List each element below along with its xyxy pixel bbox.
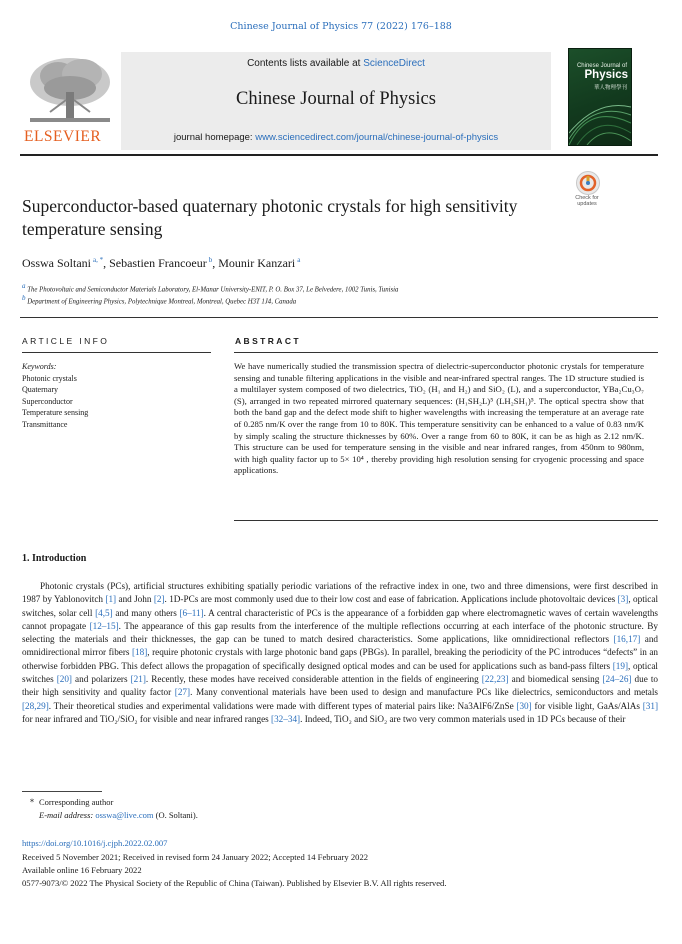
intro-text: and biomedical sensing bbox=[508, 674, 603, 685]
author-affiliation-mark[interactable]: b bbox=[208, 256, 213, 264]
intro-text: , require photonic crystals with large photonic band gaps (PBGs). In parallel, breaking the periodicity of the PC introduces “defects” in an otherwise forbidden PBG. This defect allows the propagation of specifically designed optical modes and can be used for applications such as band-pass filters bbox=[22, 647, 659, 671]
intro-text: for near infrared and TiO₂/SiO₂ for visible and near infrared ranges bbox=[22, 713, 272, 724]
citation-link[interactable]: [2] bbox=[153, 594, 165, 605]
citation-link[interactable]: [6–11] bbox=[179, 607, 204, 618]
author-name[interactable]: Mounir Kanzari bbox=[218, 256, 296, 270]
abstract-heading: ABSTRACT bbox=[235, 336, 301, 346]
tree-icon bbox=[20, 52, 120, 126]
corresponding-author-note: Corresponding author bbox=[39, 797, 114, 807]
citation-link[interactable]: [16,17] bbox=[613, 634, 641, 645]
email-suffix: (O. Soltani). bbox=[153, 810, 198, 820]
copyright-line: 0577-9073/© 2022 The Physical Society of the Republic of China (Taiwan). Published by Elsevier B.V. All rights reserved. bbox=[22, 878, 447, 888]
citation-link[interactable]: [32–34] bbox=[271, 713, 301, 724]
journal-homepage-link[interactable]: www.sciencedirect.com/journal/chinese-journal-of-physics bbox=[255, 132, 499, 143]
intro-text: and polarizers bbox=[72, 674, 131, 685]
journal-cover[interactable] bbox=[568, 48, 632, 146]
keywords-label: Keywords: bbox=[22, 362, 57, 371]
contents-prefix: Contents lists available at bbox=[247, 58, 364, 69]
intro-text: Photonic crystals (PCs), artificial structures exhibiting spatially periodic variations of the refractive index in one, two and three dimensions, were first described in 1987 by Yablonovitch bbox=[22, 581, 658, 605]
citation-link[interactable]: [22,23] bbox=[481, 674, 509, 685]
intro-text: . Recently, these modes have received considerable attention in the fields of engineering bbox=[145, 674, 482, 685]
abstract-rule bbox=[234, 352, 658, 353]
intro-text: , optical switches bbox=[22, 660, 658, 685]
intro-text: , optical switches, solar cell bbox=[22, 594, 659, 618]
author-affiliation-mark[interactable]: a, * bbox=[93, 256, 104, 264]
citation-link[interactable]: [19] bbox=[612, 660, 629, 671]
header-rule bbox=[20, 154, 658, 156]
footnote-mark: * bbox=[30, 798, 34, 807]
author-separator: , bbox=[212, 256, 219, 270]
article-info-heading: ARTICLE INFO bbox=[22, 336, 110, 346]
keywords-block bbox=[22, 361, 88, 430]
received-dates: Received 5 November 2021; Received in revised form 24 January 2022; Accepted 14 February 2022 bbox=[22, 852, 369, 862]
affiliation-text: The Photovoltaic and Semiconductor Materials Laboratory, El-Manar University-ENIT, P. O. Box 37, Le Belvedere, 1002 Tunis, Tunisia bbox=[27, 286, 399, 294]
homepage-line bbox=[121, 132, 551, 143]
author-email-link[interactable]: osswa@live.com bbox=[95, 810, 154, 820]
affiliation-b bbox=[22, 294, 296, 305]
cover-art-icon bbox=[569, 93, 631, 145]
affiliation-rule bbox=[20, 317, 658, 318]
intro-text: and omnidirectional mirror fibers bbox=[22, 634, 659, 658]
affiliation-a bbox=[22, 282, 398, 293]
section-heading-introduction: 1. Introduction bbox=[22, 553, 87, 564]
keyword: Superconductor bbox=[22, 396, 73, 406]
email-label: E-mail address: bbox=[39, 810, 96, 820]
citation-link[interactable]: [12–15] bbox=[89, 620, 119, 631]
article-info-rule bbox=[22, 352, 211, 353]
journal-citation[interactable]: Chinese Journal of Physics 77 (2022) 176–188 bbox=[230, 21, 452, 32]
cover-title-line2: Physics bbox=[584, 69, 628, 81]
abstract-text: We have numerically studied the transmission spectra of dielectric-superconductor photonic crystals for temperature sensing and tunable filtering applications in the visible and near-infrared spectral ranges. The 1D structure studied is a multilayer system composed of two dielectrics, TiO₂ (H₁ and H₂) and SiO₂ (L), and a superconductor, YBa₂Cu₃O₇ (S), arranged in two repeated mirrored quaternary sequences: (H₁SH₂L)⁵ (LH₂SH₁)⁵. The optical spectra show that both the band gap and the defect mode shift to higher wavelengths with increasing the temperature at an average rate of 0.285 nm/K over the range from 10 to 80K. This temperature sensitivity can be enhanced to a value of 0.83 nm/K by simply scaling the structure thicknesses by 60%. Over a range from 60 to 80K, it can be as high as 2.12 nm/K. This structure can be used for temperature sensing in the visible and near infrared ranges, from 450nm to 980nm, with high quality factor up to 5× 10⁴ , thereby providing high resolution sensing for cryogenic processing and space applications. bbox=[234, 361, 644, 476]
journal-banner bbox=[20, 52, 658, 150]
citation-link[interactable]: [31] bbox=[642, 700, 659, 711]
elsevier-tree-logo[interactable] bbox=[20, 52, 120, 150]
sciencedirect-link[interactable]: ScienceDirect bbox=[363, 58, 425, 69]
keyword: Photonic crystals bbox=[22, 373, 77, 383]
intro-text: for visible light, GaAs/AlAs bbox=[531, 700, 643, 711]
citation-link[interactable]: [24–26] bbox=[602, 674, 632, 685]
affiliation-mark: a bbox=[22, 282, 26, 290]
cover-title-line3: 華人物理學刊 bbox=[593, 85, 627, 91]
citation-link[interactable]: [28,29] bbox=[22, 700, 49, 711]
affiliation-mark: b bbox=[22, 294, 26, 302]
intro-text: . 1D-PCs are most commonly used due to their low cost and ease of fabrication. Applications include photovoltaic devices bbox=[164, 594, 618, 605]
keyword: Quaternary bbox=[22, 385, 58, 394]
author-separator: , bbox=[103, 256, 110, 270]
citation-link[interactable]: [20] bbox=[56, 674, 72, 685]
citation-link[interactable]: [18] bbox=[131, 647, 148, 658]
email-line bbox=[39, 810, 198, 820]
affiliation-text: Department of Engineering Physics, Polytechnique Montreal, Montreal, Quebec H3T 1J4, Canada bbox=[27, 298, 297, 306]
introduction-paragraph bbox=[22, 580, 658, 726]
author-name[interactable]: Sebastien Francoeur bbox=[109, 256, 207, 270]
check-updates-label: Check for updates bbox=[575, 195, 599, 207]
citation-link[interactable]: [21] bbox=[130, 674, 146, 685]
elsevier-wordmark: ELSEVIER bbox=[24, 128, 102, 145]
abstract-bottom-rule bbox=[234, 520, 658, 521]
doi-link[interactable]: https://doi.org/10.1016/j.cjph.2022.02.007 bbox=[22, 838, 168, 848]
intro-text: due to their high sensitivity and quality factor bbox=[22, 674, 658, 698]
paper-title: Superconductor-based quaternary photonic crystals for high sensitivity temperature sensing bbox=[22, 196, 518, 239]
intro-text: and John bbox=[116, 594, 154, 605]
author-name[interactable]: Osswa Soltani bbox=[22, 256, 91, 270]
check-updates-icon bbox=[576, 171, 600, 195]
footnote-rule bbox=[22, 791, 102, 792]
cover-title-line1: Chinese Journal of bbox=[576, 63, 627, 69]
homepage-prefix: journal homepage: bbox=[173, 132, 256, 143]
author-affiliation-mark[interactable]: a bbox=[297, 256, 301, 264]
banner-center bbox=[121, 52, 551, 150]
citation-link[interactable]: [30] bbox=[516, 700, 532, 711]
intro-text: and many others bbox=[112, 607, 180, 618]
contents-line bbox=[121, 58, 551, 69]
intro-text: . A central characteristic of PCs is the appearance of a forbidden gap where electromagnetic waves of certain wavelengths cannot propagate bbox=[22, 607, 658, 631]
check-for-updates-badge[interactable] bbox=[566, 171, 606, 211]
intro-text: . Indeed, TiO₂ and SiO₂ are two very common materials used in 1D PCs because of their bbox=[300, 713, 626, 724]
intro-text: . Their theoretical studies and experimental validations were made with different types of material pairs like: Na3AlF6/ZnSe bbox=[48, 700, 517, 711]
intro-text: . Many conventional materials have been used to design and manufacture PCs like dielectrics, semiconductors and metals bbox=[190, 687, 658, 698]
citation-link[interactable]: [4,5] bbox=[95, 607, 113, 618]
keyword: Temperature sensing bbox=[22, 408, 89, 417]
online-date: Available online 16 February 2022 bbox=[22, 865, 142, 875]
citation-link[interactable]: [27] bbox=[174, 687, 191, 698]
author-list bbox=[22, 256, 300, 271]
intro-text: . The appearance of this gap results from the interference of the multiple reflections occurring at each interface of the photonic structure. By selecting the materials and their thicknesses, the gap can be tuned to match desired characteristics. Some applications, like omnidirectional reflectors bbox=[22, 620, 658, 645]
journal-title: Chinese Journal of Physics bbox=[236, 89, 436, 109]
citation-link[interactable]: [3] bbox=[617, 594, 629, 605]
citation-link[interactable]: [1] bbox=[105, 594, 117, 605]
keyword: Transmittance bbox=[22, 419, 68, 429]
